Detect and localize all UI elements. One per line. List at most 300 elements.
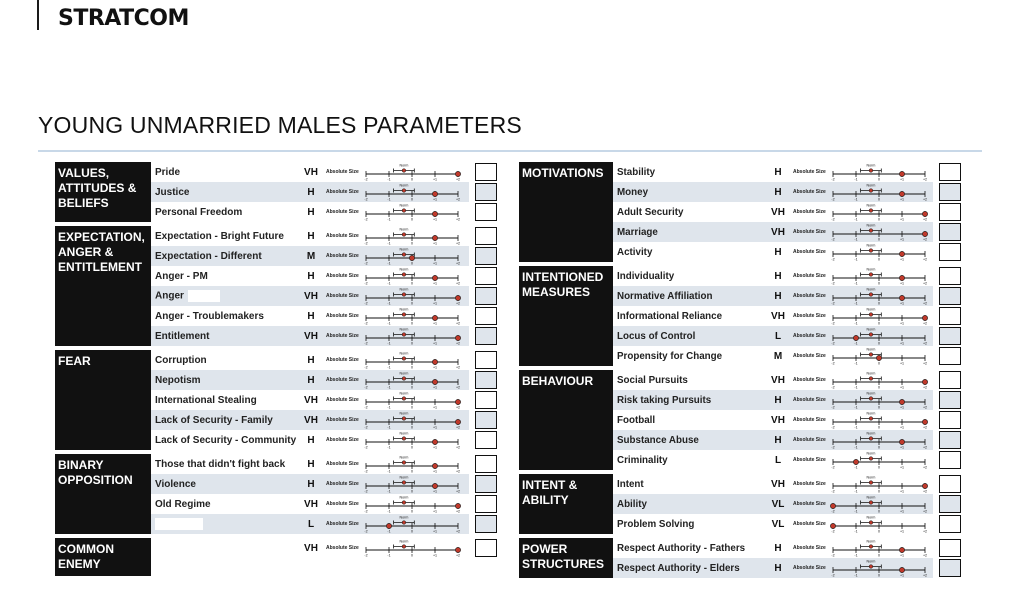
scale-tick-label: -1 <box>854 573 858 577</box>
scale-tick-label: +1 <box>899 301 905 305</box>
value-marker <box>432 439 437 444</box>
checkbox[interactable] <box>475 247 497 265</box>
absolute-size-label: Absolute Size <box>326 189 359 195</box>
parameter-row <box>613 514 967 534</box>
scale-tick-label: 0 <box>878 529 880 533</box>
parameter-group <box>55 350 501 450</box>
scale-tick-label: +2 <box>455 301 461 305</box>
value-marker <box>922 379 927 384</box>
level-value: VH <box>771 478 785 490</box>
scale-tick-label: +1 <box>899 197 905 201</box>
checkbox[interactable] <box>475 267 497 285</box>
scale-tick-label: 0 <box>411 341 413 345</box>
level-value: H <box>307 230 315 242</box>
norm-label: Norm <box>866 515 876 520</box>
rating-scale <box>360 411 466 429</box>
absolute-size-label: Absolute Size <box>326 293 359 299</box>
scale-tick-label: -1 <box>387 177 391 181</box>
level-value: H <box>307 434 315 446</box>
checkbox[interactable] <box>939 451 961 469</box>
rating-scale <box>827 559 933 577</box>
value-marker <box>455 419 460 424</box>
scale-tick-label: +2 <box>922 177 928 181</box>
scale-tick-label: +1 <box>899 445 905 449</box>
scale-tick-label: -2 <box>364 469 368 473</box>
level-value: H <box>307 478 315 490</box>
scale-tick-label: -2 <box>364 241 368 245</box>
scale-tick-label: -1 <box>854 553 858 557</box>
checkbox[interactable] <box>939 475 961 493</box>
scale-tick-label: -2 <box>364 529 368 533</box>
absolute-size-label: Absolute Size <box>793 333 826 339</box>
scale-tick-label: -2 <box>364 405 368 409</box>
value-marker <box>922 211 927 216</box>
absolute-size-label: Absolute Size <box>793 249 826 255</box>
checkbox[interactable] <box>475 287 497 305</box>
parameter-row <box>151 390 501 410</box>
scale-tick-label: +2 <box>922 465 928 469</box>
level-value: H <box>774 246 782 258</box>
scale-tick-label: 0 <box>878 405 880 409</box>
scale-tick-label: 0 <box>878 237 880 241</box>
parameter-row <box>151 306 501 326</box>
scale-tick-label: +2 <box>455 365 461 369</box>
value-marker <box>455 171 460 176</box>
value-marker <box>432 483 437 488</box>
scale-tick-label: -2 <box>364 553 368 557</box>
group-name: INTENT & ABILITY <box>519 474 613 534</box>
scale-tick-label: +1 <box>432 281 438 285</box>
checkbox[interactable] <box>939 559 961 577</box>
absolute-size-label: Absolute Size <box>793 481 826 487</box>
parameter-row <box>151 162 501 182</box>
parameter-label: Football <box>617 414 656 426</box>
scale-tick-label: -1 <box>387 509 391 513</box>
scale-tick-label: -1 <box>387 469 391 473</box>
parameter-label: Lack of Security - Family <box>155 414 273 426</box>
norm-label: Norm <box>399 515 409 520</box>
scale-tick-label: -1 <box>387 445 391 449</box>
absolute-size-label: Absolute Size <box>326 333 359 339</box>
checkbox[interactable] <box>939 287 961 305</box>
parameter-group <box>519 162 967 262</box>
value-marker <box>853 335 858 340</box>
scale-tick-label: -1 <box>387 241 391 245</box>
scale-tick-label: +2 <box>922 237 928 241</box>
absolute-size-label: Absolute Size <box>326 545 359 551</box>
scale-tick-label: 0 <box>411 509 413 513</box>
scale-tick-label: -2 <box>831 341 835 345</box>
checkbox[interactable] <box>475 227 497 245</box>
parameter-label: Substance Abuse <box>617 434 699 446</box>
absolute-size-label: Absolute Size <box>793 417 826 423</box>
checkbox[interactable] <box>939 411 961 429</box>
scale-tick-label: 0 <box>411 385 413 389</box>
header-divider <box>37 0 39 30</box>
scale-tick-label: +2 <box>455 445 461 449</box>
parameter-row <box>613 494 967 514</box>
brand-logo: STRATCOM <box>58 6 189 31</box>
parameter-label: Risk taking Pursuits <box>617 394 712 406</box>
checkbox[interactable] <box>939 327 961 345</box>
parameter-row <box>613 370 967 390</box>
parameter-row <box>613 306 967 326</box>
parameter-label: Expectation - Bright Future <box>155 230 284 242</box>
rating-scale <box>827 515 933 533</box>
checkbox[interactable] <box>475 371 497 389</box>
value-marker <box>876 355 881 360</box>
rating-scale <box>360 539 466 557</box>
scale-tick-label: -1 <box>854 445 858 449</box>
parameter-label: Problem Solving <box>617 518 695 530</box>
value-marker <box>899 439 904 444</box>
checkbox[interactable] <box>475 475 497 493</box>
absolute-size-label: Absolute Size <box>326 417 359 423</box>
parameter-label: Violence <box>155 478 196 490</box>
absolute-size-label: Absolute Size <box>793 457 826 463</box>
parameter-label: Anger <box>155 290 302 302</box>
value-marker <box>455 547 460 552</box>
value-marker <box>432 275 437 280</box>
parameter-row <box>613 538 967 558</box>
scale-tick-label: +1 <box>432 445 438 449</box>
absolute-size-label: Absolute Size <box>793 545 826 551</box>
scale-tick-label: -2 <box>364 281 368 285</box>
rating-scale <box>827 287 933 305</box>
value-marker <box>432 315 437 320</box>
parameter-label: Personal Freedom <box>155 206 243 218</box>
absolute-size-label: Absolute Size <box>793 293 826 299</box>
group-name: BEHAVIOUR <box>519 370 613 470</box>
rating-scale <box>360 183 466 201</box>
rating-scale <box>360 515 466 533</box>
parameter-row <box>151 202 501 222</box>
value-marker <box>432 359 437 364</box>
group-name: EXPECTATION, ANGER & ENTITLEMENT <box>55 226 151 346</box>
right-column <box>519 162 967 582</box>
level-value: VH <box>304 166 318 178</box>
scale-tick-label: 0 <box>411 469 413 473</box>
checkbox[interactable] <box>939 223 961 241</box>
scale-tick-label: -2 <box>831 553 835 557</box>
checkbox[interactable] <box>475 539 497 557</box>
checkbox[interactable] <box>939 243 961 261</box>
scale-tick-label: +2 <box>455 529 461 533</box>
checkbox[interactable] <box>475 203 497 221</box>
norm-label: Norm <box>866 559 876 564</box>
checkbox[interactable] <box>939 163 961 181</box>
level-value: H <box>774 394 782 406</box>
norm-label: Norm <box>399 455 409 460</box>
scale-tick-label: +1 <box>899 385 905 389</box>
checkbox[interactable] <box>475 391 497 409</box>
checkbox[interactable] <box>475 495 497 513</box>
checkbox[interactable] <box>939 307 961 325</box>
parameter-row <box>613 182 967 202</box>
checkbox[interactable] <box>475 183 497 201</box>
scale-tick-label: 0 <box>411 445 413 449</box>
scale-tick-label: +1 <box>432 405 438 409</box>
rating-scale <box>360 391 466 409</box>
scale-tick-label: +2 <box>455 405 461 409</box>
scale-tick-label: -1 <box>387 341 391 345</box>
parameter-label: Money <box>617 186 649 198</box>
group-name: COMMON ENEMY <box>55 538 151 576</box>
absolute-size-label: Absolute Size <box>326 253 359 259</box>
checkbox[interactable] <box>939 495 961 513</box>
norm-label: Norm <box>866 267 876 272</box>
absolute-size-label: Absolute Size <box>326 437 359 443</box>
scale-tick-label: +1 <box>899 361 905 365</box>
value-marker <box>830 523 835 528</box>
scale-tick-label: 0 <box>878 301 880 305</box>
parameter-label: Anger - Troublemakers <box>155 310 264 322</box>
scale-tick-label: 0 <box>878 177 880 181</box>
checkbox[interactable] <box>939 431 961 449</box>
norm-label: Norm <box>866 307 876 312</box>
scale-tick-label: -1 <box>387 281 391 285</box>
value-marker <box>455 335 460 340</box>
parameter-label: Respect Authority - Fathers <box>617 542 746 554</box>
scale-tick-label: -2 <box>831 217 835 221</box>
scale-tick-label: 0 <box>878 425 880 429</box>
checkbox[interactable] <box>939 515 961 533</box>
scale-tick-label: +2 <box>455 197 461 201</box>
value-marker <box>455 503 460 508</box>
parameter-label: Pride <box>155 166 181 178</box>
rating-scale <box>360 351 466 369</box>
scale-tick-label: +1 <box>432 553 438 557</box>
value-marker <box>830 503 835 508</box>
parameter-row <box>613 222 967 242</box>
rating-scale <box>827 267 933 285</box>
scale-tick-label: -2 <box>831 425 835 429</box>
norm-label: Norm <box>399 203 409 208</box>
scale-tick-label: +1 <box>899 177 905 181</box>
group-name: BINARY OPPOSITION <box>55 454 151 534</box>
scale-tick-label: -2 <box>831 301 835 305</box>
scale-tick-label: -2 <box>364 341 368 345</box>
level-value: VH <box>771 226 785 238</box>
parameter-label: Corruption <box>155 354 207 366</box>
scale-tick-label: +1 <box>432 301 438 305</box>
title-rule <box>38 150 982 152</box>
scale-tick-label: 0 <box>878 361 880 365</box>
norm-label: Norm <box>399 371 409 376</box>
parameter-row <box>151 474 501 494</box>
scale-tick-label: -1 <box>387 385 391 389</box>
norm-label: Norm <box>866 347 876 352</box>
scale-tick-label: +1 <box>899 573 905 577</box>
scale-tick-label: +2 <box>455 281 461 285</box>
parameter-label: Activity <box>617 246 653 258</box>
scale-tick-label: 0 <box>411 301 413 305</box>
parameter-row <box>151 430 501 450</box>
absolute-size-label: Absolute Size <box>793 521 826 527</box>
parameter-row <box>613 346 967 366</box>
parameter-label: Old Regime <box>155 498 211 510</box>
scale-tick-label: -1 <box>854 361 858 365</box>
checkbox[interactable] <box>475 411 497 429</box>
parameter-label: Social Pursuits <box>617 374 688 386</box>
scale-tick-label: 0 <box>411 489 413 493</box>
rating-scale <box>360 327 466 345</box>
parameter-label: Those that didn't fight back <box>155 458 286 470</box>
scale-tick-label: 0 <box>411 553 413 557</box>
scale-tick-label: 0 <box>878 509 880 513</box>
value-marker <box>853 459 858 464</box>
scale-tick-label: -1 <box>854 281 858 285</box>
scale-tick-label: +2 <box>922 217 928 221</box>
checkbox[interactable] <box>939 203 961 221</box>
checkbox[interactable] <box>939 391 961 409</box>
parameter-row <box>151 182 501 202</box>
redaction-box <box>188 290 220 302</box>
scale-tick-label: -2 <box>364 489 368 493</box>
scale-tick-label: +1 <box>899 553 905 557</box>
parameter-group <box>519 474 967 534</box>
checkbox[interactable] <box>939 183 961 201</box>
scale-tick-label: +1 <box>432 197 438 201</box>
scale-tick-label: +1 <box>432 385 438 389</box>
checkbox[interactable] <box>475 515 497 533</box>
absolute-size-label: Absolute Size <box>793 377 826 383</box>
scale-tick-label: +2 <box>455 489 461 493</box>
scale-tick-label: -1 <box>387 425 391 429</box>
scale-tick-label: -1 <box>854 257 858 261</box>
scale-tick-label: -1 <box>387 365 391 369</box>
level-value: VH <box>771 206 785 218</box>
scale-tick-label: 0 <box>411 321 413 325</box>
checkbox[interactable] <box>475 455 497 473</box>
scale-tick-label: -1 <box>387 489 391 493</box>
scale-tick-label: +1 <box>899 405 905 409</box>
scale-tick-label: +2 <box>455 469 461 473</box>
checkbox[interactable] <box>475 163 497 181</box>
scale-tick-label: +2 <box>922 301 928 305</box>
checkbox[interactable] <box>475 351 497 369</box>
scale-tick-label: -1 <box>387 197 391 201</box>
scale-tick-label: -2 <box>831 361 835 365</box>
value-marker <box>409 255 414 260</box>
level-value: H <box>774 434 782 446</box>
checkbox[interactable] <box>939 539 961 557</box>
parameter-label: Propensity for Change <box>617 350 723 362</box>
scale-tick-label: +2 <box>922 405 928 409</box>
level-value: H <box>307 186 315 198</box>
scale-tick-label: 0 <box>878 217 880 221</box>
value-marker <box>899 567 904 572</box>
group-name: MOTIVATIONS <box>519 162 613 262</box>
checkbox[interactable] <box>475 327 497 345</box>
scale-tick-label: +2 <box>922 197 928 201</box>
absolute-size-label: Absolute Size <box>326 377 359 383</box>
scale-tick-label: 0 <box>411 425 413 429</box>
parameter-row <box>613 474 967 494</box>
absolute-size-label: Absolute Size <box>326 233 359 239</box>
rating-scale <box>827 183 933 201</box>
scale-tick-label: 0 <box>878 465 880 469</box>
parameter-row <box>613 450 967 470</box>
scale-tick-label: -1 <box>854 509 858 513</box>
value-marker <box>432 211 437 216</box>
rating-scale <box>360 307 466 325</box>
value-marker <box>432 191 437 196</box>
rating-scale <box>360 203 466 221</box>
scale-tick-label: -2 <box>831 321 835 325</box>
scale-tick-label: +2 <box>922 529 928 533</box>
parameter-label: Expectation - Different <box>155 250 262 262</box>
parameter-row <box>151 494 501 514</box>
checkbox[interactable] <box>475 431 497 449</box>
scale-tick-label: +1 <box>432 341 438 345</box>
norm-label: Norm <box>866 431 876 436</box>
rating-scale <box>827 371 933 389</box>
parameter-row <box>613 326 967 346</box>
scale-tick-label: +2 <box>455 261 461 265</box>
scale-tick-label: 0 <box>411 241 413 245</box>
parameter-group <box>519 266 967 366</box>
scale-tick-label: -1 <box>854 489 858 493</box>
scale-tick-label: -2 <box>831 281 835 285</box>
scale-tick-label: +2 <box>455 425 461 429</box>
absolute-size-label: Absolute Size <box>326 481 359 487</box>
scale-tick-label: -2 <box>831 529 835 533</box>
scale-tick-label: 0 <box>878 281 880 285</box>
norm-label: Norm <box>399 267 409 272</box>
absolute-size-label: Absolute Size <box>793 397 826 403</box>
value-marker <box>899 275 904 280</box>
parameter-row <box>613 202 967 222</box>
norm-label: Norm <box>866 203 876 208</box>
parameter-group <box>55 454 501 534</box>
scale-tick-label: +2 <box>455 553 461 557</box>
group-name: FEAR <box>55 350 151 450</box>
absolute-size-label: Absolute Size <box>793 565 826 571</box>
norm-label: Norm <box>399 163 409 168</box>
checkbox[interactable] <box>475 307 497 325</box>
level-value: VH <box>304 394 318 406</box>
scale-tick-label: -1 <box>854 177 858 181</box>
norm-label: Norm <box>866 223 876 228</box>
parameter-row <box>613 242 967 262</box>
scale-tick-label: 0 <box>878 341 880 345</box>
scale-tick-label: 0 <box>411 365 413 369</box>
scale-tick-label: +1 <box>899 341 905 345</box>
rating-scale <box>360 455 466 473</box>
absolute-size-label: Absolute Size <box>326 209 359 215</box>
scale-tick-label: -1 <box>854 529 858 533</box>
checkbox[interactable] <box>939 267 961 285</box>
scale-tick-label: +1 <box>899 465 905 469</box>
norm-label: Norm <box>399 411 409 416</box>
scale-tick-label: +2 <box>922 257 928 261</box>
parameter-row <box>151 514 501 534</box>
rating-scale <box>360 227 466 245</box>
scale-tick-label: +2 <box>455 321 461 325</box>
rating-scale <box>360 267 466 285</box>
scale-tick-label: +2 <box>922 281 928 285</box>
checkbox[interactable] <box>939 347 961 365</box>
scale-tick-label: +1 <box>432 321 438 325</box>
scale-tick-label: 0 <box>878 445 880 449</box>
scale-tick-label: +2 <box>922 341 928 345</box>
scale-tick-label: -1 <box>387 553 391 557</box>
scale-tick-label: +2 <box>922 553 928 557</box>
rating-scale <box>827 327 933 345</box>
checkbox[interactable] <box>939 371 961 389</box>
level-value: H <box>307 354 315 366</box>
